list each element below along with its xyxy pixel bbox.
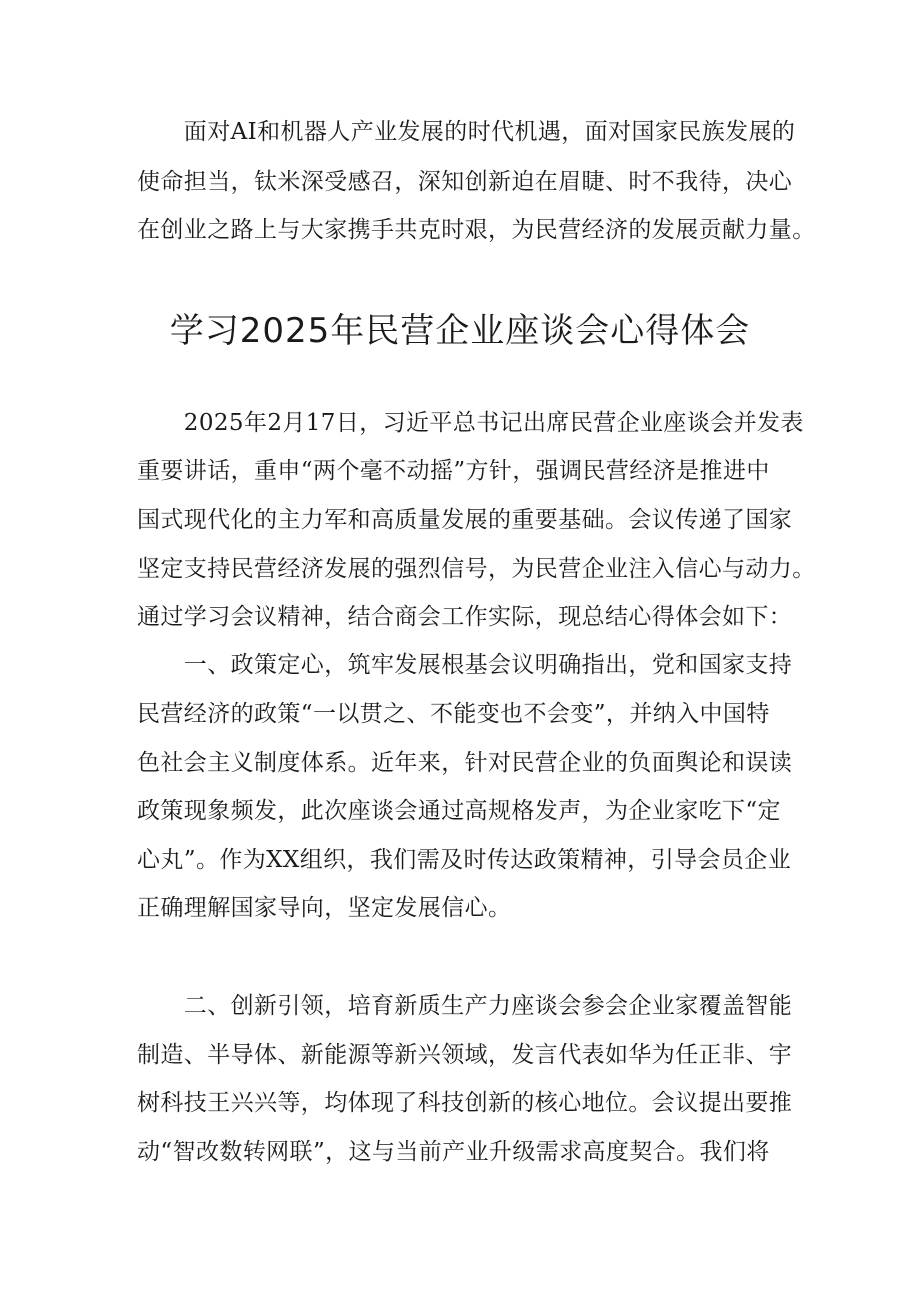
section2-line: 树科技王兴兴等，均体现了科技创新的核心地位。会议提出要推 xyxy=(137,1090,793,1116)
body-line: 通过学习会议精神，结合商会工作实际，现总结心得体会如下： xyxy=(137,604,793,630)
body-line: 心丸”。作为XX组织，我们需及时传达政策精神，引导会员企业 xyxy=(137,847,792,873)
document-title: 学习2025年民营企业座谈会心得体会 xyxy=(169,311,751,351)
body-line: 重要讲话，重申“两个毫不动摇”方针，强调民营经济是推进中 xyxy=(137,458,770,484)
body-line: 色社会主义制度体系。近年来，针对民营企业的负面舆论和误读 xyxy=(137,750,793,776)
body-line: 一、政策定心，筑牢发展根基会议明确指出，党和国家支持 xyxy=(137,652,793,678)
intro-line: 在创业之路上与大家携手共克时艰，为民营经济的发展贡献力量。 xyxy=(137,217,816,243)
section2-line: 二、创新引领，培育新质生产力座谈会参会企业家覆盖智能 xyxy=(137,993,793,1019)
body-line: 2025年2月17日，习近平总书记出席民营企业座谈会并发表 xyxy=(137,410,804,436)
body-line: 国式现代化的主力军和高质量发展的重要基础。会议传递了国家 xyxy=(137,507,793,533)
body-line: 正确理解国家导向，坚定发展信心。 xyxy=(137,895,512,921)
body-line: 政策现象频发，此次座谈会通过高规格发声，为企业家吃下“定 xyxy=(137,798,781,824)
body-line: 民营经济的政策“一以贯之、不能变也不会变”，并纳入中国特 xyxy=(137,701,770,727)
section2-line: 制造、半导体、新能源等新兴领域，发言代表如华为任正非、宇 xyxy=(137,1042,793,1068)
body-line: 坚定支持民营经济发展的强烈信号，为民营企业注入信心与动力。 xyxy=(137,556,816,582)
intro-line: 面对AI和机器人产业发展的时代机遇，面对国家民族发展的 xyxy=(137,119,796,145)
section2-line: 动“智改数转网联”，这与当前产业升级需求高度契合。我们将 xyxy=(137,1139,770,1165)
intro-line: 使命担当，钛米深受感召，深知创新迫在眉睫、时不我待，决心 xyxy=(137,169,793,195)
